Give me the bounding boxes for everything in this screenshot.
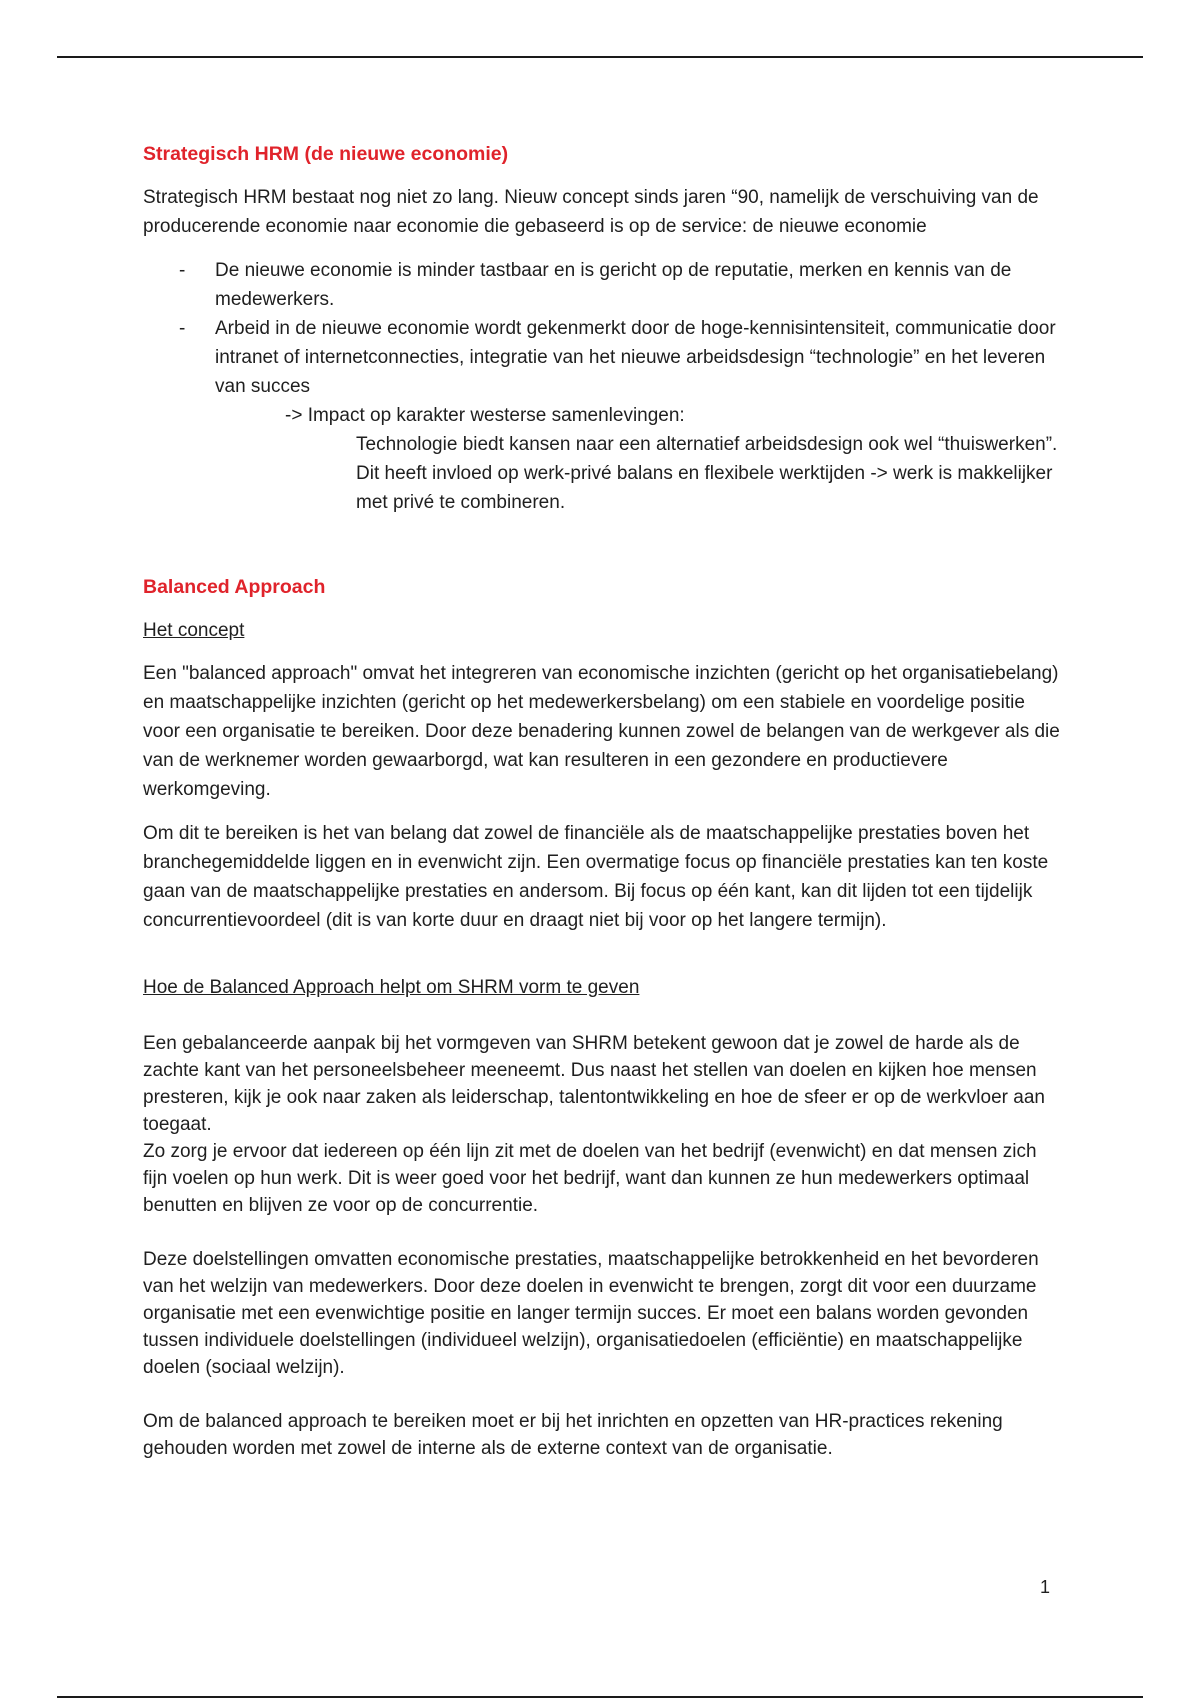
dash-bullet: - xyxy=(179,260,186,281)
paragraph-context: Om de balanced approach te bereiken moet er bij het inrichten en opzetten van HR-practices rekening gehouden worden met zowel de interne als de externe context van de organisatie. xyxy=(143,1411,1003,1459)
paragraph-doelstellingen: Deze doelstellingen omvatten economische prestaties, maatschappelijke betrokkenheid en het bevorderen van het welzijn van medewerkers. Door deze doelen in evenwicht te brengen, zorgt dit voor een duurzame organisatie met een evenwichtige positie en langer termijn succes. Er moet een balans worden gevonden tussen individuele doelstellingen (individueel welzijn), organisatiedoelen (efficiëntie) en maatschappelijke doelen (sociaal welzijn). xyxy=(143,1249,1039,1378)
paragraph-concept-2: Om dit te bereiken is het van belang dat zowel de financiële als de maatschappelijke prestaties boven het branchegemiddelde liggen en in evenwicht zijn. Een overmatige focus op financiële prestaties kan ten koste gaan van de maatschappelijke prestaties en andersom. Bij focus op één kant, kan dit lijden tot een tijdelijk concurrentievoordeel (dit is van korte duur en draagt niet bij voor op het langere termijn). xyxy=(143,823,1049,931)
impact-detail: Technologie biedt kansen naar een alternatief arbeidsdesign ook wel “thuiswerken”. Dit heeft invloed op werk-privé balans en flexibele werktijden -> werk is makkelijker met privé te combineren. xyxy=(356,434,1058,513)
subheading-shrm: Hoe de Balanced Approach helpt om SHRM vorm te geven xyxy=(143,977,640,998)
footer-rule xyxy=(57,1696,1143,1698)
page-number: 1 xyxy=(1040,1577,1051,1597)
paragraph-shrm-1: Een gebalanceerde aanpak bij het vormgeven van SHRM betekent gewoon dat je zowel de harde als de zachte kant van het personeelsbeheer meeneemt. Dus naast het stellen van doelen en kijken hoe mensen presteren, kijk je ook naar zaken als leiderschap, talentontwikkeling en hoe de sfeer er op de werkvloer aan toegaat. xyxy=(143,1033,1045,1135)
paragraph-shrm-2: Zo zorg je ervoor dat iedereen op één lijn zit met de doelen van het bedrijf (evenwicht) en dat mensen zich fijn voelen op hun werk. Dit is weer goed voor het bedrijf, want dan kunnen ze hun medewerkers optimaal benutten en blijven ze voor op de concurrentie. xyxy=(143,1141,1037,1216)
header-rule xyxy=(57,56,1143,58)
paragraph-intro: Strategisch HRM bestaat nog niet zo lang. Nieuw concept sinds jaren “90, namelijk de verschuiving van de producerende economie naar economie die gebaseerd is op de service: de nieuwe economie xyxy=(143,187,1039,237)
dash-bullet: - xyxy=(179,318,186,339)
list-item-text: De nieuwe economie is minder tastbaar en is gericht op de reputatie, merken en kennis van de medewerkers. xyxy=(215,260,1012,310)
list-item xyxy=(143,314,1063,401)
document-body xyxy=(143,140,1063,1462)
bullet-list xyxy=(143,256,1063,401)
impact-line: -> Impact op karakter westerse samenlevingen: xyxy=(285,405,685,426)
section-heading-strategisch-hrm: Strategisch HRM (de nieuwe economie) xyxy=(143,143,509,165)
list-item xyxy=(143,256,1063,314)
section-heading-balanced-approach: Balanced Approach xyxy=(143,576,326,598)
paragraph-concept-1: Een "balanced approach" omvat het integreren van economische inzichten (gericht op het organisatiebelang) en maatschappelijke inzichten (gericht op het medewerkersbelang) om een stabiele en voordelige positie voor een organisatie te bereiken. Door deze benadering kunnen zowel de belangen van de werkgever als die van de werknemer worden gewaarborgd, wat kan resulteren in een gezondere en productievere werkomgeving. xyxy=(143,663,1060,800)
subheading-het-concept: Het concept xyxy=(143,620,245,641)
list-item-text: Arbeid in de nieuwe economie wordt gekenmerkt door de hoge-kennisintensiteit, communicatie door intranet of internetconnecties, integratie van het nieuwe arbeidsdesign “technologie” en het leveren van succes xyxy=(215,318,1056,397)
